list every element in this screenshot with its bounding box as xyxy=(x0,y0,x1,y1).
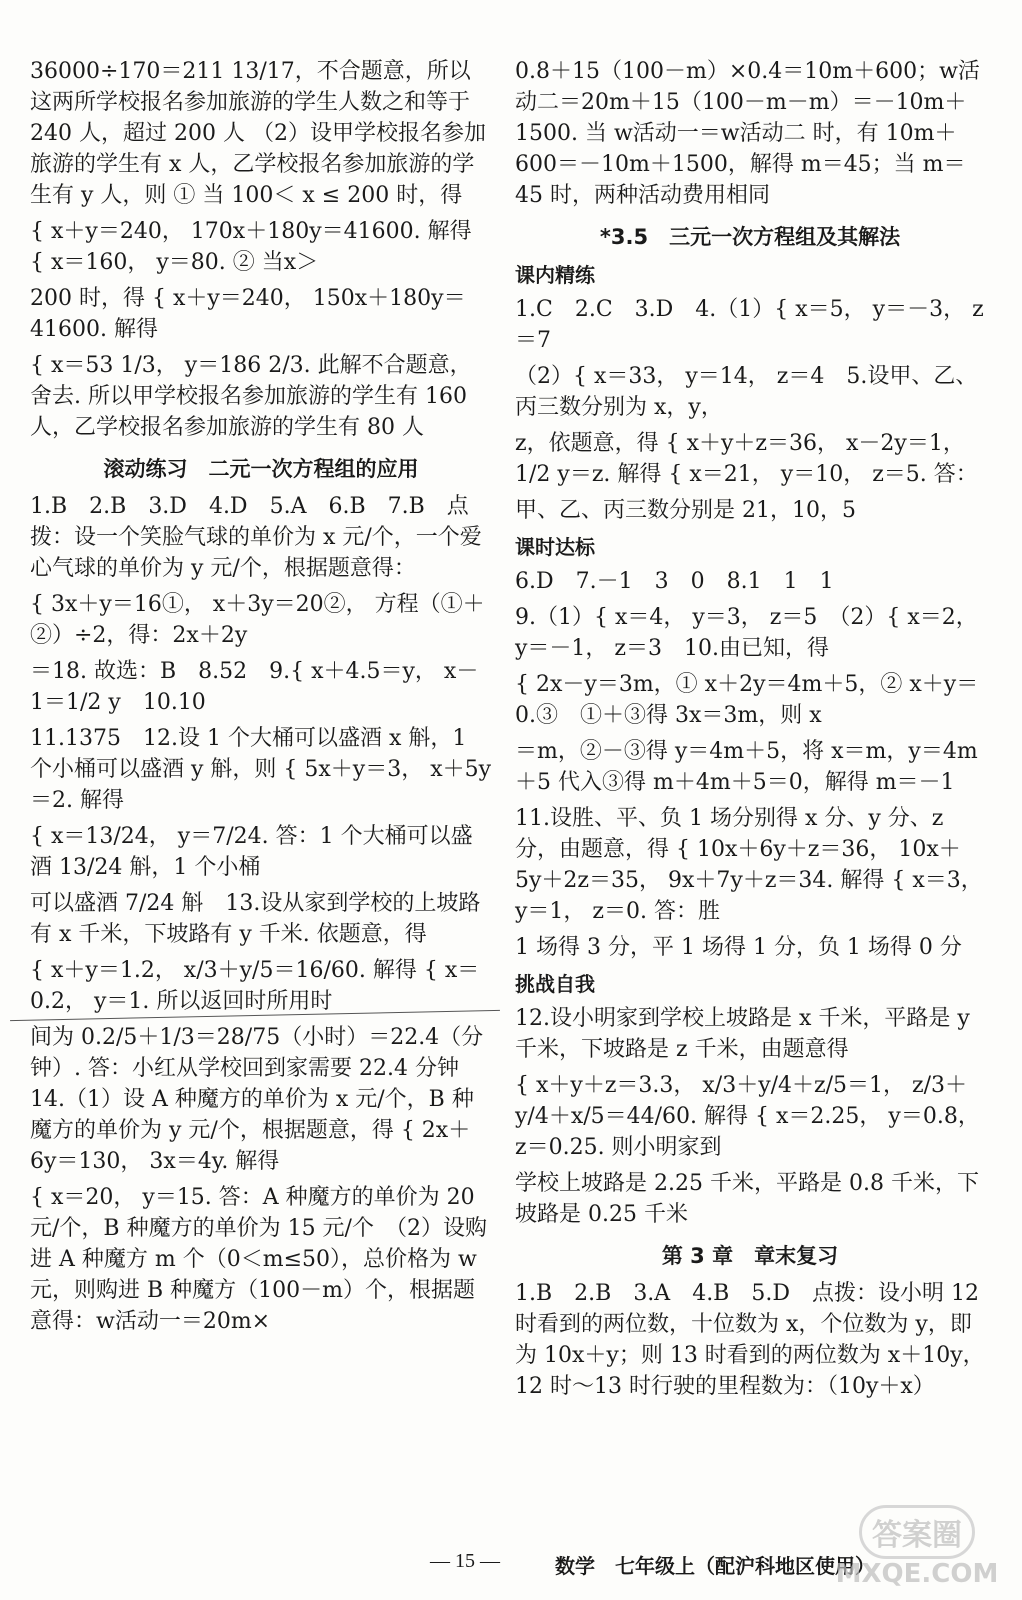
left-answer-3: ＝18. 故选：B 8.52 9.{ x＋4.5＝y， x－1＝1/2 y 10.10 xyxy=(30,659,479,715)
right-answer-12: { x＋y＋z＝3.3， x/3＋y/4＋z/5＝1， z/3＋y/4＋x/5＝44/60. 解得 { x＝2.25， y＝0.8， z＝0.25. 则小明家到 xyxy=(515,1073,980,1160)
right-para-1: 0.8＋15（100－m）×0.4＝10m＋600；w活动二＝20m＋15（100－m－m）＝－10m＋1500. 当 w活动一＝w活动二 时，有 10m＋600＝－10m＋1500，解得 m＝45；当 m＝45 时，两种活动费用相同 xyxy=(515,59,980,208)
left-column xyxy=(30,56,492,1342)
right-answer-13: 学校上坡路是 2.25 千米，平路是 0.8 千米，下坡路是 0.25 千米 xyxy=(515,1171,979,1227)
right-answer-6: 9.（1）{ x＝4， y＝3， z＝5 （2）{ x＝2， y＝－1， z＝3 10.由已知，得 xyxy=(515,605,978,661)
watermark-logo: 答案圈 MXQE.COM xyxy=(822,1505,1012,1590)
right-answer-2: （2）{ x＝33， y＝14， z＝4 5.设甲、乙、丙三数分别为 x，y， xyxy=(515,364,978,420)
page-number: — 15 — xyxy=(430,1550,500,1572)
left-answer-4: 11.1375 12.设 1 个大桶可以盛酒 x 斛，1 个小桶可以盛酒 y 斛，则 { 5x＋y＝3， x＋5y＝2. 解得 xyxy=(30,726,492,813)
left-para-2: { x＋y＝240， 170x＋180y＝41600. 解得 { x＝160， y＝80. ② 当x＞ xyxy=(30,219,472,275)
right-answer-4: 甲、乙、丙三数分别是 21，10，5 xyxy=(515,498,856,523)
left-para-3: 200 时，得 { x＋y＝240， 150x＋180y＝41600. 解得 xyxy=(30,286,466,342)
left-answer-1: 1.B 2.B 3.D 4.D 5.A 6.B 7.B 点拨：设一个笑脸气球的单价为 x 元/个，一个爱心气球的单价为 y 元/个，根据题意得： xyxy=(30,494,482,581)
section-title-chapter-review: 第 3 章 章末复习 xyxy=(661,1244,839,1268)
left-answer-9: { x＝20， y＝15. 答：A 种魔方的单价为 20 元/个，B 种魔方的单价为 15 元/个 （2）设购进 A 种魔方 m 个（0＜m≤50），总价格为 w 元，则购进 B 种魔方（100－m）个，根据题意得：w活动一＝20m× xyxy=(30,1185,487,1334)
right-answer-3: z，依题意，得 { x＋y＋z＝36， x－2y＝1， 1/2 y＝z. 解得 { x＝21， y＝10， z＝5. 答： xyxy=(515,431,978,487)
section-title-3-5: *3.5 三元一次方程组及其解法 xyxy=(599,225,901,249)
right-answer-7: { 2x－y＝3m，① x＋2y＝4m＋5，② x＋y＝0.③ ①＋③得 3x＝3m，则 x xyxy=(515,672,979,728)
left-answer-6: 可以盛酒 7/24 斛 13.设从家到学校的上坡路有 x 千米，下坡路有 y 千米. 依题意，得 xyxy=(30,891,481,947)
right-answer-1: 1.C 2.C 3.D 4.（1）{ x＝5， y＝－3， z＝7 xyxy=(515,297,984,353)
right-answer-8: ＝m，②－③得 y＝4m＋5，将 x＝m，y＝4m＋5 代入③得 m＋4m＋5＝0，解得 m＝－1 xyxy=(515,739,978,795)
right-answer-9: 11.设胜、平、负 1 场分别得 x 分、y 分、z 分，由题意，得 { 10x＋6y＋z＝36， 10x＋5y＋2z＝35， 9x＋7y＋z＝34. 解得 { x＝3， y＝1， z＝0. 答：胜 xyxy=(515,806,983,924)
right-answer-5: 6.D 7.－1 3 0 8.1 1 1 xyxy=(515,569,834,594)
left-answer-2: { 3x＋y＝16①， x＋3y＝20②， 方程（①＋②）÷2，得：2x＋2y xyxy=(30,592,485,648)
section-title-rolling-practice: 滚动练习 二元一次方程组的应用 xyxy=(103,457,419,481)
subheading-lesson-target: 课时达标 xyxy=(515,535,595,559)
right-column xyxy=(515,56,985,1407)
left-answer-5: { x＝13/24， y＝7/24. 答：1 个大桶可以盛酒 13/24 斛，1 个小桶 xyxy=(30,824,473,880)
left-answer-7: { x＋y＝1.2， x/3＋y/5＝16/60. 解得 { x＝0.2， y＝1. 所以返回时所用时 xyxy=(30,958,480,1014)
left-para-1: 36000÷170＝211 13/17，不合题意，所以这两所学校报名参加旅游的学生人数之和等于 240 人，超过 200 人 （2）设甲学校报名参加旅游的学生有 x 人，乙学校报名参加旅游的学生有 y 人，则 ① 当 100＜ x ≤ 200 时，得 xyxy=(30,59,486,208)
book-meta: 数学 七年级上（配沪科地区使用） xyxy=(555,1554,875,1578)
left-para-4: { x＝53 1/3， y＝186 2/3. 此解不合题意，舍去. 所以甲学校报名参加旅游的学生有 160 人，乙学校报名参加旅游的学生有 80 人 xyxy=(30,353,472,440)
subheading-challenge: 挑战自我 xyxy=(515,972,595,996)
right-answer-14: 1.B 2.B 3.A 4.B 5.D 点拨：设小明 12 时看到的两位数，十位数为 x，个位数为 y，即为 10x＋y；则 13 时看到的两位数为 x＋10y，12 时～13 时行驶的里程数为：（10y＋x） xyxy=(515,1281,985,1399)
right-answer-10: 1 场得 3 分，平 1 场得 1 分，负 1 场得 0 分 xyxy=(515,935,962,960)
subheading-in-class: 课内精练 xyxy=(515,263,595,287)
left-answer-8: 间为 0.2/5＋1/3＝28/75（小时）＝22.4（分钟）. 答：小红从学校回到家需要 22.4 分钟 14.（1）设 A 种魔方的单价为 x 元/个，B 种魔方的单价为 y 元/个，根据题意，得 { 2x＋6y＝130， 3x＝4y. 解得 xyxy=(30,1025,484,1174)
right-answer-11: 12.设小明家到学校上坡路是 x 千米，平路是 y 千米，下坡路是 z 千米，由题意得 xyxy=(515,1006,970,1062)
